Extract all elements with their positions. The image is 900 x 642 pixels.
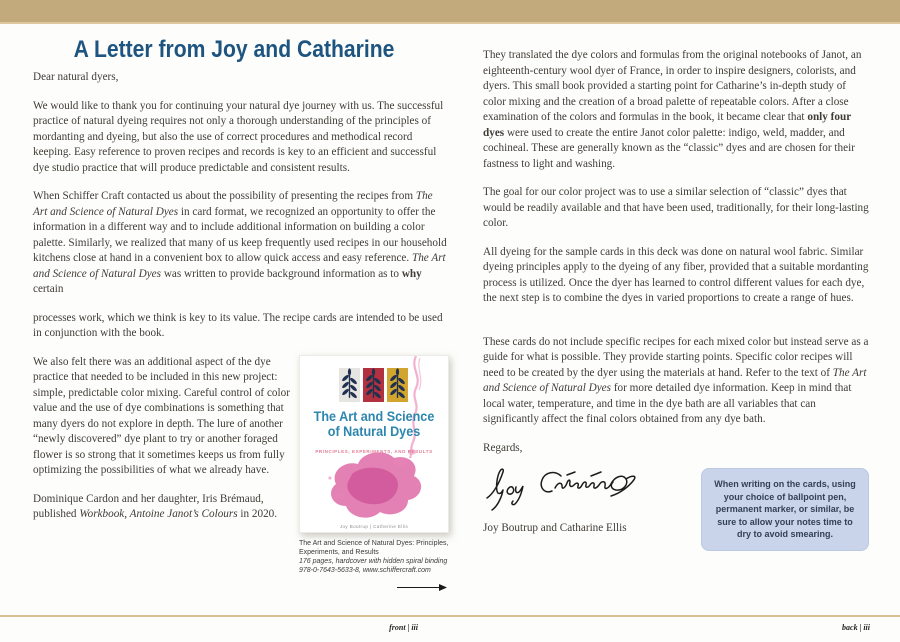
paragraph-left-5: Dominique Cardon and her daughter, Iris Brémaud, published Workbook, Antoine Janot’s Colours in 2020. [33, 492, 278, 520]
page-title: A Letter from Joy and Catharine [73, 36, 395, 63]
paragraph-left-2: When Schiffer Craft contacted us about the possibility of presenting the recipes from The Art and Science of Natural Dyes in card format, we recognized an opportunity to offer the information in a different way and to include additional information on building a color palette. Similarly, we realized that many of us keep frequently used recipes in our household kitchens close at hand in a convenient box to allow quick access and easy reference. The Art and Science of Natural Dyes was written to provide background information as to why certain [33, 190, 447, 295]
paragraph-right-3: All dyeing for the sample cards in this deck was done on natural wool fabric. Similar dyeing principles apply to the dyeing of any fiber, provided that a suitable mordanting process is utilized. Once the dyer has learned to control different values for each dye, the next step is to combine the dyes in varied proportions to create a range of hues. [483, 245, 869, 304]
paragraph-right-4: These cards do not include specific recipes for each mixed color but instead serve as a guide for what is possible. They provide starting points. Specific color recipes will need to be created by the dyer using the materials at hand. Refer to the text of The Art and Science of Natural Dyes for more detailed dye information. Keep in mind that local water, temperature, and time in the dye bath are all variables that can significantly affect the final colors obtained from any dye bath. [483, 335, 869, 425]
next-page-arrow [299, 582, 449, 598]
book-caption-format: 176 pages, hardcover with hidden spiral binding [299, 557, 448, 565]
right-arrow-icon [397, 583, 447, 592]
paragraph-left-4: We also felt there was an additional aspect of the dye practice that needed to be included in this new project: simple, predictable color mixing. Careful control of color value and the use of dye combinations is something that many dyers do not explore in depth. The lure of another “newly discovered” dye plant to try or another foraged flower is so strong that it sometimes keeps us from fully optimizing the possibilities of what we already have. [33, 355, 290, 476]
footer-back-label: back | iii [842, 623, 870, 632]
paragraph-right-2: The goal for our color project was to use a similar selection of “classic” dyes that would be readily available and that have been used, traditionally, for their long-lasting color. [483, 186, 869, 229]
left-column [33, 70, 449, 597]
closing: Regards, [483, 441, 523, 454]
salutation: Dear natural dyers, [33, 71, 119, 83]
signature-script [483, 460, 658, 512]
book-figure [299, 355, 449, 598]
note-box: When writing on the cards, using your choice of ballpoint pen, permanent marker, or similar, be sure to allow your notes time to dry to avoid smearing. [701, 468, 869, 551]
book-caption-isbn: 978-0-7643-5633-8, www.schiffercraft.com [299, 566, 431, 574]
cover-title-line2: of Natural Dyes [327, 422, 421, 439]
signature-block [483, 460, 695, 536]
book-caption [299, 539, 449, 575]
bottom-rule [0, 615, 900, 617]
book-cover [299, 355, 449, 533]
paragraph-left-3: processes work, which we think is key to its value. The recipe cards are intended to be used in conjunction with the book. [33, 311, 443, 339]
paragraph-left-1: We would like to thank you for continuing your natural dye journey with us. The successful practice of natural dyeing requires not only a thorough understanding of the principles of mordanting and dyeing, but also the use of correct procedures and methodical record keeping. Easy reference to proven recipes and records is key to an efficient and successful dye studio practice that will produce predictable and consistent results. [33, 99, 444, 174]
signature-row [483, 460, 869, 551]
cover-subtitle: PRINCIPLES, EXPERIMENTS, AND RESULTS [315, 448, 433, 454]
top-accent-band [0, 0, 900, 24]
book-caption-title: The Art and Science of Natural Dyes: Principles, Experiments, and Results [299, 539, 449, 556]
right-column [483, 26, 869, 551]
cover-authors: Joy Boutrup | Catherine Ellis [339, 523, 409, 529]
cover-title-line1: The Art and Science [313, 407, 435, 424]
paragraph-right-1: They translated the dye colors and formulas from the original notebooks of Janot, an eighteenth-century wool dyer of France, in order to inspire designers, colorists, and dyers. This small book provided a starting point for Catharine’s in-depth study of color mixing and the creation of a broad palette of repeatable colors. After a close examination of the colors and formulas in the book, it became clear that only four dyes were used to create the entire Janot color palette: indigo, weld, madder, and cochineal. These are generally known as the “classic” dyes and are chosen for their fastness to light and washing. [483, 49, 862, 170]
footer-front-label: front | iii [389, 623, 418, 632]
ink-wisp-art [410, 356, 418, 458]
signature-names: Joy Boutrup and Catharine Ellis [483, 521, 627, 534]
